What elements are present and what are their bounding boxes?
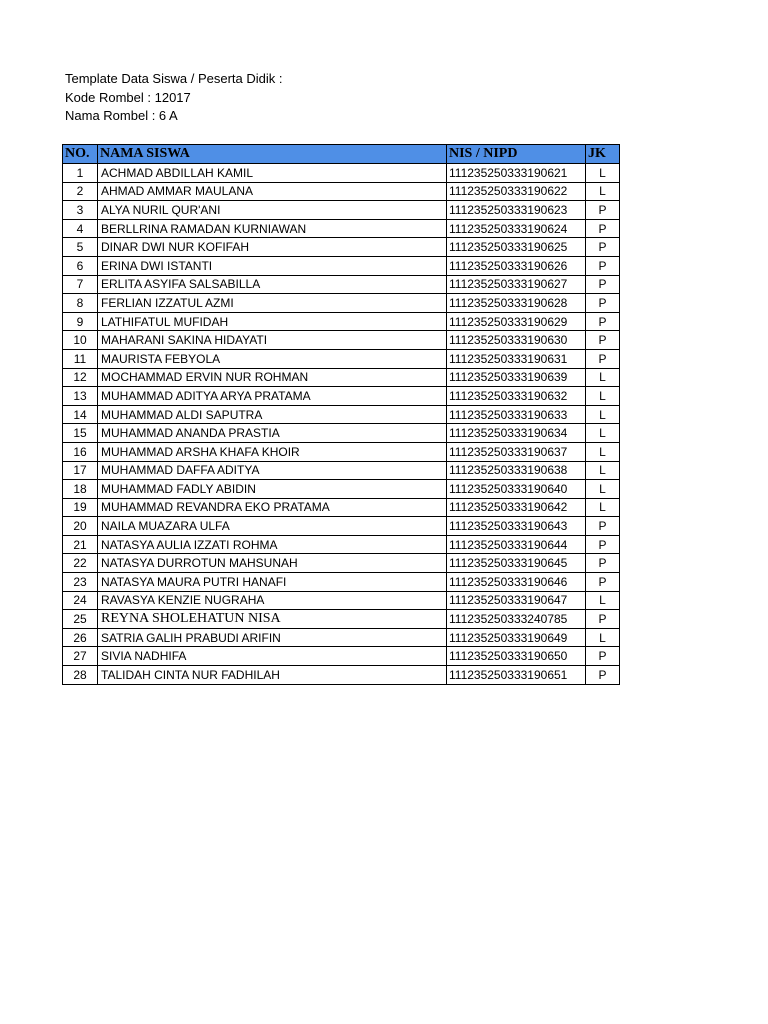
- cell-no: 25: [63, 610, 98, 629]
- cell-nis-nipd: 111235250333190626: [447, 256, 586, 275]
- column-header-jk: JK: [586, 145, 620, 164]
- table-row: [63, 554, 620, 573]
- cell-jk: L: [586, 461, 620, 480]
- cell-nis-nipd: 111235250333190650: [447, 647, 586, 666]
- cell-nis-nipd: 111235250333190631: [447, 349, 586, 368]
- cell-student-name: LATHIFATUL MUFIDAH: [98, 312, 447, 331]
- cell-jk: L: [586, 387, 620, 406]
- kode-rombel: Kode Rombel : 12017: [65, 89, 191, 105]
- cell-jk: L: [586, 424, 620, 443]
- cell-no: 14: [63, 405, 98, 424]
- cell-nis-nipd: 111235250333190625: [447, 238, 586, 257]
- table-row: [63, 628, 620, 647]
- cell-nis-nipd: 111235250333190646: [447, 573, 586, 592]
- cell-nis-nipd: 111235250333190632: [447, 387, 586, 406]
- cell-jk: L: [586, 591, 620, 610]
- cell-no: 22: [63, 554, 98, 573]
- cell-jk: L: [586, 368, 620, 387]
- cell-student-name: MOCHAMMAD ERVIN NUR ROHMAN: [98, 368, 447, 387]
- cell-no: 21: [63, 535, 98, 554]
- table-row: [63, 424, 620, 443]
- cell-nis-nipd: 111235250333190639: [447, 368, 586, 387]
- table-row: [63, 573, 620, 592]
- cell-no: 24: [63, 591, 98, 610]
- cell-no: 18: [63, 480, 98, 499]
- cell-nis-nipd: 111235250333190630: [447, 331, 586, 350]
- cell-nis-nipd: 111235250333190651: [447, 666, 586, 685]
- cell-student-name: MUHAMMAD DAFFA ADITYA: [98, 461, 447, 480]
- cell-no: 11: [63, 349, 98, 368]
- cell-jk: P: [586, 517, 620, 536]
- cell-nis-nipd: 111235250333190624: [447, 219, 586, 238]
- cell-jk: L: [586, 182, 620, 201]
- cell-no: 20: [63, 517, 98, 536]
- cell-student-name: TALIDAH CINTA NUR FADHILAH: [98, 666, 447, 685]
- cell-student-name: REYNA SHOLEHATUN NISA: [98, 610, 447, 629]
- cell-jk: P: [586, 256, 620, 275]
- cell-no: 3: [63, 201, 98, 220]
- table-row: [63, 331, 620, 350]
- cell-nis-nipd: 111235250333190644: [447, 535, 586, 554]
- cell-no: 28: [63, 666, 98, 685]
- cell-nis-nipd: 111235250333190623: [447, 201, 586, 220]
- cell-student-name: MUHAMMAD FADLY ABIDIN: [98, 480, 447, 499]
- cell-jk: L: [586, 164, 620, 183]
- cell-no: 5: [63, 238, 98, 257]
- cell-nis-nipd: 111235250333190621: [447, 164, 586, 183]
- cell-jk: P: [586, 349, 620, 368]
- cell-nis-nipd: 111235250333240785: [447, 610, 586, 629]
- table-row: [63, 666, 620, 685]
- cell-student-name: MUHAMMAD ADITYA ARYA PRATAMA: [98, 387, 447, 406]
- cell-student-name: MUHAMMAD ANANDA PRASTIA: [98, 424, 447, 443]
- cell-student-name: AHMAD AMMAR MAULANA: [98, 182, 447, 201]
- cell-nis-nipd: 111235250333190638: [447, 461, 586, 480]
- cell-student-name: DINAR DWI NUR KOFIFAH: [98, 238, 447, 257]
- cell-jk: P: [586, 610, 620, 629]
- table-row: [63, 442, 620, 461]
- cell-student-name: ALYA NURIL QUR'ANI: [98, 201, 447, 220]
- cell-jk: L: [586, 405, 620, 424]
- table-row: [63, 405, 620, 424]
- nama-rombel: Nama Rombel : 6 A: [65, 108, 178, 123]
- cell-student-name: ACHMAD ABDILLAH KAMIL: [98, 164, 447, 183]
- cell-no: 16: [63, 442, 98, 461]
- cell-nis-nipd: 111235250333190642: [447, 498, 586, 517]
- cell-student-name: SATRIA GALIH PRABUDI ARIFIN: [98, 628, 447, 647]
- table-row: [63, 164, 620, 183]
- cell-nis-nipd: 111235250333190634: [447, 424, 586, 443]
- cell-student-name: MUHAMMAD ALDI SAPUTRA: [98, 405, 447, 424]
- cell-student-name: NATASYA DURROTUN MAHSUNAH: [98, 554, 447, 573]
- table-row: [63, 275, 620, 294]
- cell-student-name: MAURISTA FEBYOLA: [98, 349, 447, 368]
- cell-jk: P: [586, 666, 620, 685]
- table-row: [63, 517, 620, 536]
- cell-student-name: NAILA MUAZARA ULFA: [98, 517, 447, 536]
- table-row: [63, 610, 620, 629]
- table-row: [63, 535, 620, 554]
- cell-jk: L: [586, 628, 620, 647]
- table-row: [63, 312, 620, 331]
- cell-no: 17: [63, 461, 98, 480]
- column-header-nis: NIS / NIPD: [447, 145, 586, 164]
- cell-nis-nipd: 111235250333190637: [447, 442, 586, 461]
- table-row: [63, 461, 620, 480]
- table-row: [63, 238, 620, 257]
- cell-nis-nipd: 111235250333190649: [447, 628, 586, 647]
- cell-nis-nipd: 111235250333190627: [447, 275, 586, 294]
- cell-nis-nipd: 111235250333190622: [447, 182, 586, 201]
- cell-no: 19: [63, 498, 98, 517]
- cell-student-name: RAVASYA KENZIE NUGRAHA: [98, 591, 447, 610]
- cell-student-name: FERLIAN IZZATUL AZMI: [98, 294, 447, 313]
- table-row: [63, 294, 620, 313]
- cell-jk: L: [586, 442, 620, 461]
- cell-no: 8: [63, 294, 98, 313]
- table-body: [63, 164, 620, 685]
- cell-student-name: SIVIA NADHIFA: [98, 647, 447, 666]
- cell-jk: P: [586, 275, 620, 294]
- document-header: [65, 70, 282, 126]
- template-title: Template Data Siswa / Peserta Didik :: [65, 71, 283, 86]
- cell-no: 15: [63, 424, 98, 443]
- cell-no: 13: [63, 387, 98, 406]
- table-row: [63, 256, 620, 275]
- cell-nis-nipd: 111235250333190643: [447, 517, 586, 536]
- table-row: [63, 647, 620, 666]
- cell-student-name: ERLITA ASYIFA SALSABILLA: [98, 275, 447, 294]
- cell-student-name: BERLLRINA RAMADAN KURNIAWAN: [98, 219, 447, 238]
- table-row: [63, 498, 620, 517]
- cell-jk: P: [586, 238, 620, 257]
- cell-student-name: MUHAMMAD ARSHA KHAFA KHOIR: [98, 442, 447, 461]
- cell-jk: P: [586, 554, 620, 573]
- cell-no: 23: [63, 573, 98, 592]
- cell-jk: L: [586, 480, 620, 499]
- table-row: [63, 182, 620, 201]
- cell-no: 26: [63, 628, 98, 647]
- table-row: [63, 201, 620, 220]
- cell-no: 9: [63, 312, 98, 331]
- cell-jk: P: [586, 294, 620, 313]
- cell-no: 10: [63, 331, 98, 350]
- cell-student-name: ERINA DWI ISTANTI: [98, 256, 447, 275]
- cell-nis-nipd: 111235250333190645: [447, 554, 586, 573]
- cell-student-name: MUHAMMAD REVANDRA EKO PRATAMA: [98, 498, 447, 517]
- cell-no: 12: [63, 368, 98, 387]
- cell-nis-nipd: 111235250333190647: [447, 591, 586, 610]
- cell-student-name: NATASYA AULIA IZZATI ROHMA: [98, 535, 447, 554]
- cell-no: 6: [63, 256, 98, 275]
- column-header-name: NAMA SISWA: [98, 145, 447, 164]
- cell-no: 27: [63, 647, 98, 666]
- cell-no: 4: [63, 219, 98, 238]
- cell-no: 7: [63, 275, 98, 294]
- cell-no: 1: [63, 164, 98, 183]
- cell-jk: L: [586, 498, 620, 517]
- table-row: [63, 387, 620, 406]
- cell-student-name: NATASYA MAURA PUTRI HANAFI: [98, 573, 447, 592]
- cell-jk: P: [586, 219, 620, 238]
- cell-nis-nipd: 111235250333190628: [447, 294, 586, 313]
- cell-jk: P: [586, 201, 620, 220]
- cell-nis-nipd: 111235250333190640: [447, 480, 586, 499]
- table-header-row: [63, 145, 620, 164]
- student-table: [62, 144, 620, 685]
- cell-jk: P: [586, 647, 620, 666]
- cell-nis-nipd: 111235250333190633: [447, 405, 586, 424]
- cell-jk: P: [586, 535, 620, 554]
- table-row: [63, 591, 620, 610]
- cell-no: 2: [63, 182, 98, 201]
- table-row: [63, 368, 620, 387]
- column-header-no: NO.: [63, 145, 98, 164]
- table-row: [63, 219, 620, 238]
- cell-jk: P: [586, 312, 620, 331]
- table-row: [63, 480, 620, 499]
- cell-nis-nipd: 111235250333190629: [447, 312, 586, 331]
- cell-jk: P: [586, 331, 620, 350]
- cell-jk: P: [586, 573, 620, 592]
- table-row: [63, 349, 620, 368]
- cell-student-name: MAHARANI SAKINA HIDAYATI: [98, 331, 447, 350]
